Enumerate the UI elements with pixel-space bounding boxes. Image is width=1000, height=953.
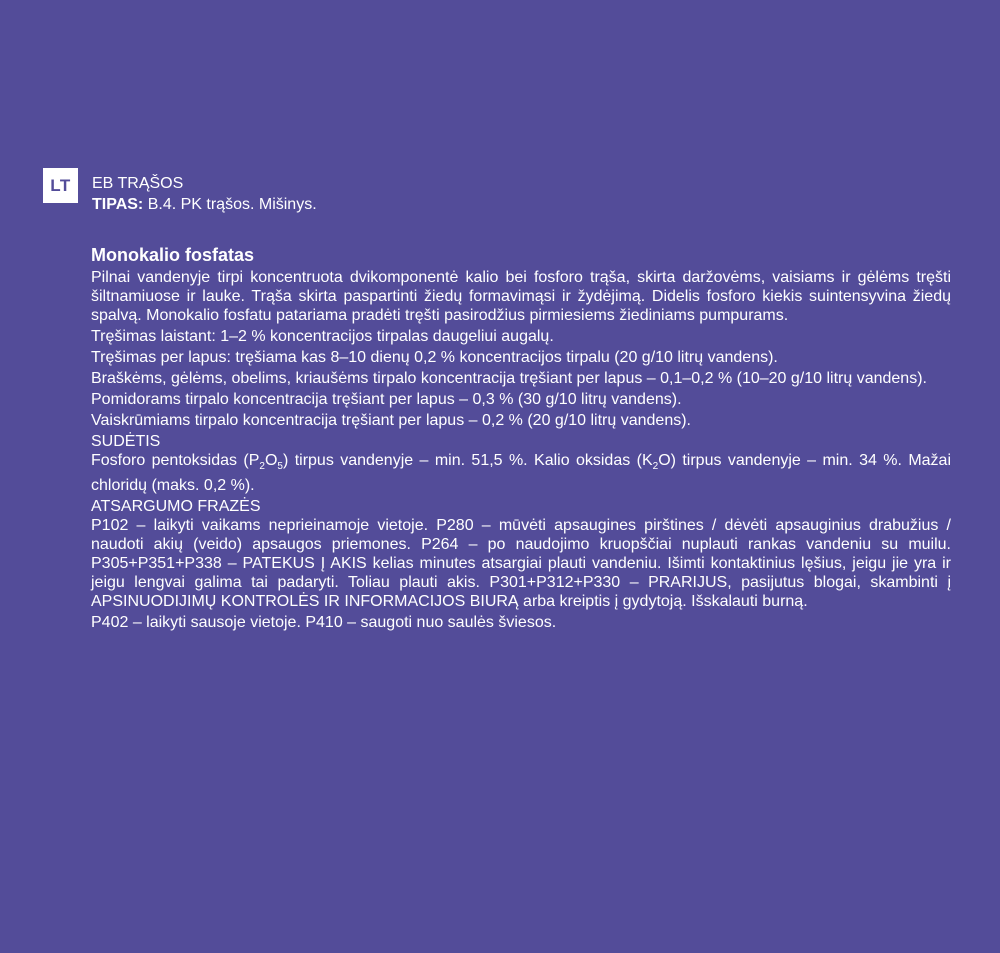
- label-content: [91, 244, 951, 634]
- subscript: 2: [652, 461, 659, 473]
- usage-foliar: Tręšimas per lapus: tręšiama kas 8–10 dienų 0,2 % koncentracijos tirpalu (20 g/10 litrų vandens).: [91, 349, 778, 366]
- composition-k2o-prefix: ) tirpus vandenyje – min. 51,5 %. Kalio oksidas (K: [282, 452, 653, 469]
- type-value: B.4. PK trąšos. Mišinys.: [143, 196, 317, 213]
- composition-text: [91, 451, 951, 495]
- usage-watering: Tręšimas laistant: 1–2 % koncentracijos tirpalas daugeliui augalų.: [91, 328, 554, 345]
- fertilizer-category: EB TRĄŠOS: [92, 175, 184, 192]
- subscript: 5: [277, 461, 283, 473]
- product-title: Monokalio fosfatas: [91, 245, 255, 265]
- precautions-text: P102 – laikyti vaikams neprieinamoje vietoje. P280 – mūvėti apsaugines pirštines / dėvėti apsauginius drabužius / naudoti akių (veido) apsaugos priemones. P264 – po naudojimo kruopščiai nuplauti rankas vandeniu su muilu. P305+P351+P338 – PATEKUS Į AKIS kelias minutes atsargiai plauti vandeniu. Išimti kontaktinius lęšius, jeigu jie yra ir jeigu lengvai galima tai padaryti. Toliau plauti akis. P301+P312+P330 – PRARIJUS, pasijutus blogai, skambinti į APSINUODIJIMŲ KONTROLĖS IR INFORMACIJOS BIURĄ arba kreiptis į gydytoją. Išskalauti burną.: [91, 517, 951, 611]
- type-label: TIPAS:: [92, 196, 144, 213]
- usage-shrubs: Vaiskrūmiams tirpalo koncentracija tręšiant per lapus – 0,2 % (20 g/10 litrų vandens).: [91, 412, 691, 429]
- composition-heading: SUDĖTIS: [91, 433, 161, 450]
- usage-tomatoes: Pomidorams tirpalo koncentracija tręšiant per lapus – 0,3 % (30 g/10 litrų vandens).: [91, 391, 682, 408]
- precautions-heading: ATSARGUMO FRAZĖS: [91, 498, 261, 516]
- composition-p2o5-prefix: Fosforo pentoksidas (P: [91, 452, 260, 469]
- language-badge: LT: [43, 168, 78, 203]
- product-description: Pilnai vandenyje tirpi koncentruota dvikomponentė kalio bei fosforo trąša, skirta daržovėms, vaisiams ir gėlėms tręšti šiltnamiuose ir lauke. Trąša skirta paspartinti žiedų formavimąsi ir žydėjimą. Didelis fosforo kiekis suintensyvina žiedų spalvą. Monokalio fosfatu patariama pradėti tręšti pasirodžius pirmiesiems žiediniams pumpurams.: [91, 269, 951, 324]
- subscript: 2: [259, 461, 265, 473]
- product-type-header: [92, 173, 317, 215]
- composition-oxygen: O: [264, 452, 278, 469]
- usage-strawberries: Braškėms, gėlėms, obelims, kriaušėms tirpalo koncentracija tręšiant per lapus – 0,1–0,2 % (10–20 g/10 litrų vandens).: [91, 370, 927, 387]
- fertilizer-type-line: [92, 194, 317, 215]
- storage-text: P402 – laikyti sausoje vietoje. P410 – saugoti nuo saulės šviesos.: [91, 614, 557, 632]
- composition-k2o-suffix: O) tirpus vandenyje – min. 34 %. Mažai chloridų (maks. 0,2 %).: [91, 452, 952, 495]
